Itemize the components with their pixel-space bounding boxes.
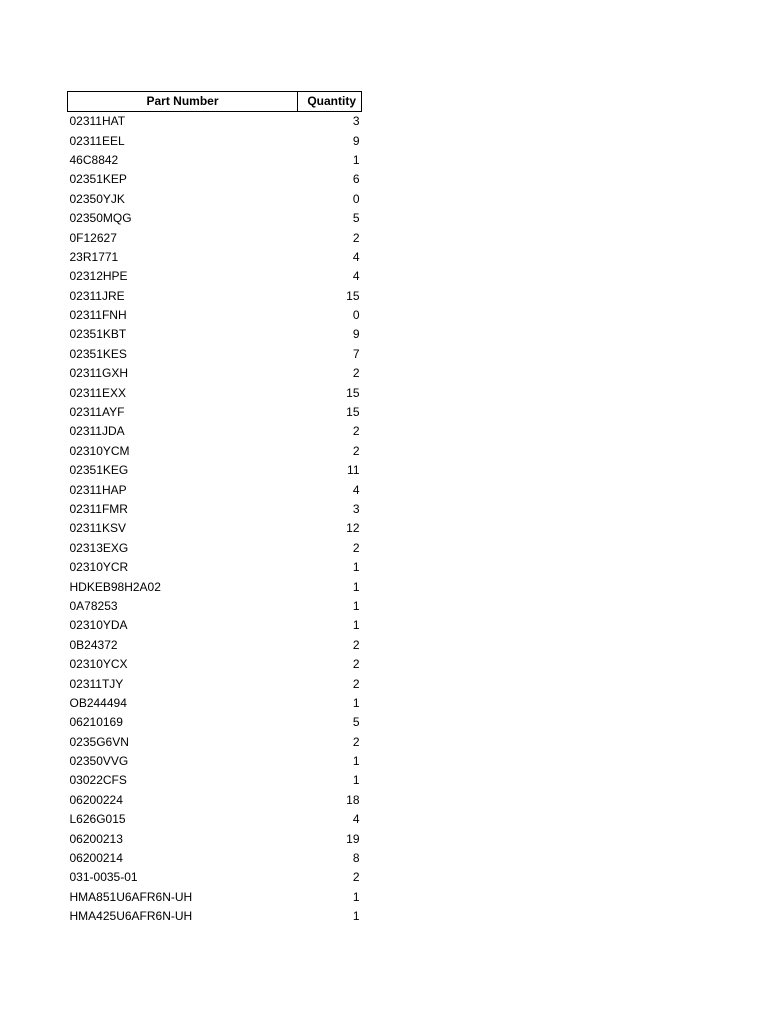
table-row — [68, 287, 362, 306]
quantity-cell: 12 — [346, 521, 360, 536]
quantity-cell: 4 — [352, 249, 360, 264]
table-row — [68, 829, 362, 848]
table-row — [68, 500, 362, 519]
table-row — [68, 849, 362, 868]
part-number-cell: 0A78253 — [69, 598, 118, 613]
table-row — [68, 403, 362, 422]
part-number-cell: 0B24372 — [69, 637, 118, 652]
table-row — [68, 383, 362, 402]
quantity-cell: 2 — [352, 230, 360, 245]
parts-table — [67, 91, 362, 926]
quantity-cell: 2 — [352, 366, 360, 381]
part-number-cell: 23R1771 — [69, 249, 119, 264]
part-number-cell: 02351KES — [69, 346, 127, 361]
part-number-cell: L626G015 — [69, 812, 126, 827]
part-number-cell: 02312HPE — [69, 269, 128, 284]
quantity-cell: 2 — [352, 424, 360, 439]
table-row — [68, 519, 362, 538]
part-number-cell: 02311GXH — [69, 366, 128, 381]
part-number-cell: 02351KEP — [69, 172, 127, 187]
table-row — [68, 597, 362, 616]
table-row — [68, 868, 362, 887]
part-number-cell: 02350MQG — [69, 211, 132, 226]
table-row — [68, 539, 362, 558]
table-row — [68, 345, 362, 364]
quantity-cell: 2 — [352, 443, 360, 458]
quantity-cell: 15 — [346, 405, 360, 420]
quantity-cell: 1 — [352, 598, 360, 613]
table-row — [68, 771, 362, 790]
table-row — [68, 791, 362, 810]
quantity-cell: 5 — [352, 211, 360, 226]
quantity-cell: 4 — [352, 269, 360, 284]
quantity-header: Quantity — [298, 92, 362, 112]
table-row — [68, 810, 362, 829]
quantity-cell: 9 — [352, 133, 360, 148]
table-header — [68, 92, 362, 112]
part-number-cell: 02311HAP — [69, 482, 127, 497]
part-number-cell: 02313EXG — [69, 540, 129, 555]
part-number-cell: 02311TJY — [69, 676, 124, 691]
quantity-cell: 1 — [352, 152, 360, 167]
table-row — [68, 228, 362, 247]
table-row — [68, 306, 362, 325]
part-number-cell: 46C8842 — [69, 152, 119, 167]
part-number-cell: OB244494 — [69, 695, 127, 710]
header-row — [68, 92, 362, 112]
table-row — [68, 151, 362, 170]
quantity-cell: 1 — [352, 773, 360, 788]
table-row — [68, 480, 362, 499]
quantity-cell: 2 — [352, 540, 360, 555]
table-row — [68, 577, 362, 596]
quantity-cell: 1 — [352, 695, 360, 710]
table-row — [68, 190, 362, 209]
quantity-cell: 9 — [352, 327, 360, 342]
quantity-cell: 0 — [352, 191, 360, 206]
quantity-cell: 2 — [352, 657, 360, 672]
part-number-cell: 02311JDA — [69, 424, 125, 439]
quantity-cell: 4 — [352, 482, 360, 497]
table-row — [68, 209, 362, 228]
table-body — [68, 112, 362, 927]
table-row — [68, 616, 362, 635]
table-row — [68, 422, 362, 441]
part-number-cell: HDKEB98H2A02 — [69, 579, 161, 594]
part-number-cell: 02311KSV — [69, 521, 126, 536]
quantity-cell: 7 — [352, 346, 360, 361]
quantity-cell: 19 — [346, 831, 360, 846]
table-row — [68, 713, 362, 732]
part-number-cell: 02311EEL — [69, 133, 125, 148]
table-row — [68, 325, 362, 344]
table-row — [68, 655, 362, 674]
quantity-cell: 6 — [352, 172, 360, 187]
part-number-cell: 02311EXX — [69, 385, 126, 400]
part-number-cell: 02311FNH — [69, 308, 127, 323]
quantity-cell: 1 — [352, 889, 360, 904]
table-row — [68, 364, 362, 383]
table-row — [68, 733, 362, 752]
part-number-cell: 0235G6VN — [69, 734, 129, 749]
part-number-cell: HMA425U6AFR6N-UH — [69, 909, 193, 924]
part-number-header: Part Number — [68, 92, 298, 112]
part-number-cell: 06200224 — [69, 792, 123, 807]
quantity-cell: 4 — [352, 812, 360, 827]
quantity-cell: 2 — [352, 676, 360, 691]
table-row — [68, 461, 362, 480]
quantity-cell: 18 — [346, 792, 360, 807]
quantity-cell: 15 — [346, 385, 360, 400]
table-row — [68, 267, 362, 286]
part-number-cell: 0F12627 — [69, 230, 117, 245]
part-number-cell: 02311AYF — [69, 405, 125, 420]
part-number-cell: 02310YDA — [69, 618, 128, 633]
table-row — [68, 907, 362, 926]
quantity-cell: 1 — [352, 909, 360, 924]
part-number-cell: 06210169 — [69, 715, 123, 730]
table-row — [68, 674, 362, 693]
part-number-cell: 02350YJK — [69, 191, 125, 206]
table-row — [68, 112, 362, 132]
quantity-cell: 2 — [352, 637, 360, 652]
quantity-cell: 1 — [352, 618, 360, 633]
part-number-cell: 031-0035-01 — [69, 870, 138, 885]
table-row — [68, 131, 362, 150]
table-row — [68, 442, 362, 461]
quantity-cell: 2 — [352, 870, 360, 885]
quantity-cell: 1 — [352, 754, 360, 769]
table-row — [68, 636, 362, 655]
quantity-cell: 11 — [347, 463, 360, 478]
part-number-cell: 02351KEG — [69, 463, 129, 478]
part-number-cell: 02351KBT — [69, 327, 127, 342]
part-number-cell: 06200214 — [69, 851, 123, 866]
part-number-cell: 02310YCX — [69, 657, 128, 672]
quantity-cell: 1 — [352, 579, 360, 594]
table-row — [68, 558, 362, 577]
quantity-cell: 1 — [352, 560, 360, 575]
table-row — [68, 170, 362, 189]
quantity-cell: 3 — [352, 114, 360, 129]
table-row — [68, 752, 362, 771]
part-number-cell: 02350VVG — [69, 754, 129, 769]
part-number-cell: 02310YCM — [69, 443, 130, 458]
quantity-cell: 2 — [352, 734, 360, 749]
part-number-cell: 03022CFS — [69, 773, 127, 788]
table-row — [68, 694, 362, 713]
part-number-cell: 02310YCR — [69, 560, 129, 575]
quantity-cell: 8 — [352, 851, 360, 866]
quantity-cell: 3 — [352, 502, 360, 516]
parts-sheet — [67, 91, 361, 926]
table-row — [68, 888, 362, 907]
part-number-cell: HMA851U6AFR6N-UH — [69, 889, 193, 904]
part-number-cell: 02311JRE — [69, 288, 125, 303]
quantity-cell: 5 — [352, 715, 360, 730]
part-number-cell: 02311FMR — [69, 502, 128, 516]
quantity-cell: 0 — [352, 308, 360, 323]
part-number-cell: 02311HAT — [69, 114, 126, 129]
quantity-cell: 15 — [346, 288, 360, 303]
part-number-cell: 06200213 — [69, 831, 123, 846]
table-row — [68, 248, 362, 267]
